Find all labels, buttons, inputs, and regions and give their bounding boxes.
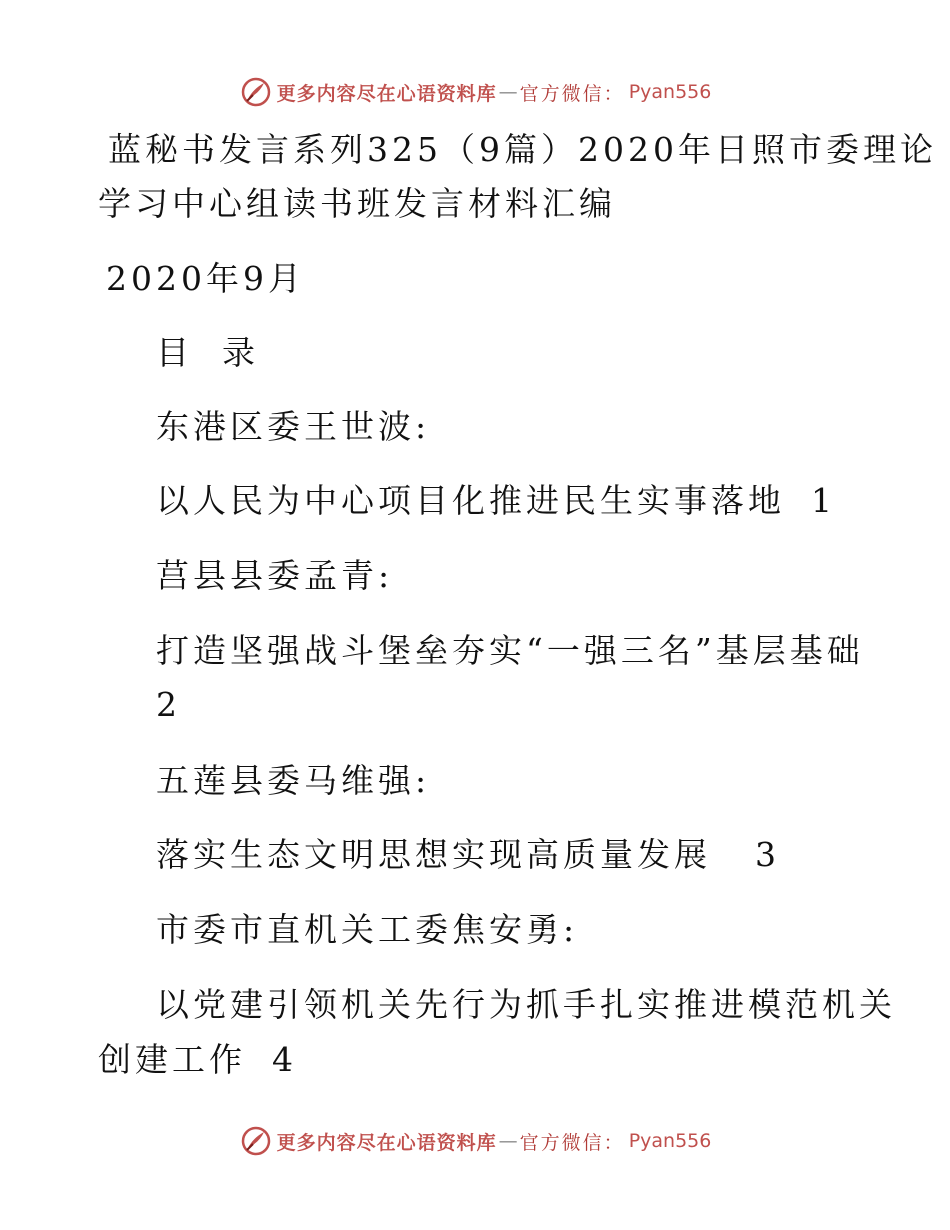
toc-entry-author: 五莲县委马维强: xyxy=(156,761,431,800)
toc-entry-title-text: 落实生态文明思想实现高质量发展 xyxy=(156,835,711,874)
toc-entry-title-text: 以党建引领机关先行为抓手扎实推进模范机关 xyxy=(156,985,896,1024)
toc-entry-page-number: 2 xyxy=(156,685,181,724)
toc-entry-author: 市委市直机关工委焦安勇: xyxy=(156,910,579,949)
watermark-separator: — xyxy=(498,81,518,103)
toc-heading: 目 录 xyxy=(156,333,259,372)
toc-entry-author: 东港区委王世波: xyxy=(156,407,431,446)
toc-entry-title xyxy=(98,1040,297,1080)
library-logo-icon xyxy=(239,1124,273,1158)
watermark-official-label: 官方微信： xyxy=(519,1131,625,1154)
toc-entry-title xyxy=(156,835,780,875)
toc-entry-page-number: 4 xyxy=(272,1040,297,1079)
toc-entry-title-text: 以人民为中心项目化推进民生实事落地 xyxy=(156,481,785,520)
watermark-official-label: 官方微信： xyxy=(519,82,625,105)
header-watermark xyxy=(0,72,950,112)
watermark-wechat-id: Pyan556 xyxy=(628,81,712,103)
toc-entry-page-number: 3 xyxy=(755,835,780,874)
toc-entry-title-text: 打造坚强战斗堡垒夯实“一强三名”基层基础 xyxy=(156,631,864,670)
document-title-line-1: 蓝秘书发言系列325（9篇）2020年日照市委理论 xyxy=(108,130,937,169)
library-logo-icon xyxy=(239,75,273,109)
toc-entry-author: 莒县县委孟青: xyxy=(156,556,394,595)
toc-entry-title xyxy=(156,481,836,521)
document-date: 2020年9月 xyxy=(106,259,305,298)
watermark-separator: — xyxy=(498,1130,518,1152)
watermark-wechat-id: Pyan556 xyxy=(628,1130,712,1152)
toc-entry-title-text: 创建工作 xyxy=(98,1040,246,1079)
watermark-main-text: 更多内容尽在心语资料库 xyxy=(276,1131,497,1154)
toc-entry-page-number: 1 xyxy=(811,481,836,520)
document-title-line-2: 学习中心组读书班发言材料汇编 xyxy=(98,184,616,223)
footer-watermark xyxy=(0,1121,950,1161)
watermark-main-text: 更多内容尽在心语资料库 xyxy=(276,82,497,105)
